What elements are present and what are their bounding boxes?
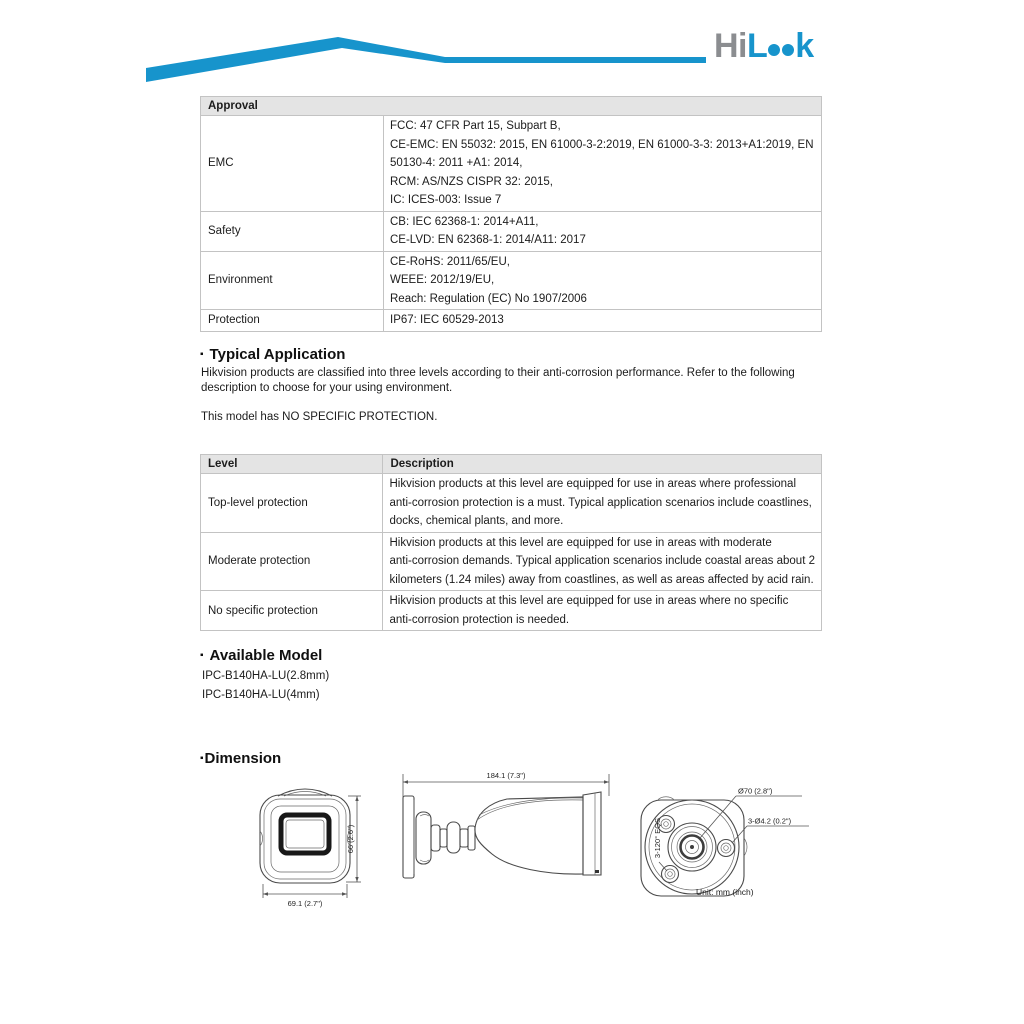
available-model-heading [200, 647, 322, 664]
row-label: Protection [201, 310, 384, 332]
logo-text-k: k [795, 27, 814, 65]
row-value [383, 591, 822, 631]
column-header-level: Level [201, 455, 383, 474]
model-item: IPC-B140HA-LU(2.8mm) [202, 670, 330, 682]
approval-table-title: Approval [201, 97, 822, 116]
row-value [384, 116, 822, 212]
cell-line: anti-corrosion demands. Typical application scenarios include coastal areas about 2 [389, 555, 815, 567]
cell-line: kilometers (1.24 miles) away from coastlines, as well as areas affected by acid rain. [389, 573, 814, 586]
cell-line: Hikvision products at this level are equipped for use in areas where professional [389, 478, 797, 490]
cell-line: docks, chemical plants, and more. [389, 515, 564, 527]
approval-header-row [201, 97, 822, 116]
model-list [202, 667, 329, 704]
row-value [384, 310, 822, 332]
screw-hole [718, 840, 735, 857]
logo-eye-icon [768, 44, 780, 56]
intro-line: description to choose for your using environment. [201, 382, 453, 394]
table-row-moderate [201, 532, 822, 591]
protection-note: This model has NO SPECIFIC PROTECTION. [201, 411, 438, 423]
front-view-drawing [248, 780, 363, 910]
unit-note: Unit: mm (inch) [696, 887, 754, 897]
cell-line: CE-LVD: EN 62368-1: 2014/A11: 2017 [390, 234, 586, 246]
table-row-top-level [201, 474, 822, 533]
cell-line: IP67: IEC 60529-2013 [390, 314, 504, 326]
model-item: IPC-B140HA-LU(4mm) [202, 688, 320, 701]
cell-line: Hikvision products at this level are equipped for use in areas where no specific [389, 595, 789, 607]
row-value [384, 251, 822, 310]
bullet-icon: ▪ [200, 349, 204, 360]
level-table [200, 454, 822, 631]
level-header-row [201, 455, 822, 474]
table-row-safety [201, 211, 822, 251]
rear-view-drawing [626, 776, 812, 902]
hilook-logo [714, 26, 814, 66]
logo-text-hi: Hi [714, 27, 747, 65]
rear-holes-label: 3-Ø4.2 (0.2") [748, 816, 792, 826]
logo-eye-icon [782, 44, 794, 56]
row-value [383, 532, 822, 591]
rear-spacing-label: 3-120° EQS [653, 817, 662, 859]
cell-line: anti-corrosion protection is needed. [389, 613, 570, 626]
cell-line: IC: ICES-003: Issue 7 [390, 194, 502, 206]
table-row-protection [201, 310, 822, 332]
bullet-icon: ▪ [200, 753, 204, 764]
table-row-environment [201, 251, 822, 310]
cell-line: Reach: Regulation (EC) No 1907/2006 [390, 292, 587, 305]
logo-text-l: L [747, 27, 768, 65]
cell-line: CE-EMC: EN 55032: 2015, EN 61000-3-2:2019, EN 61000-3-3: 2013+A1:2019, EN [390, 138, 814, 151]
table-row-emc [201, 116, 822, 212]
heading-text: Available Model [209, 647, 323, 664]
row-value [384, 211, 822, 251]
front-height-label: 66 (2.6") [346, 824, 355, 854]
dimension-heading [200, 750, 281, 767]
cell-line: Hikvision products at this level are equipped for use in areas with moderate [389, 536, 772, 549]
cell-line: CB: IEC 62368-1: 2014+A11, [390, 215, 539, 228]
row-label: Top-level protection [201, 474, 383, 533]
typical-application-intro [201, 366, 795, 396]
row-label: EMC [201, 116, 384, 212]
cell-line: RCM: AS/NZS CISPR 32: 2015, [390, 175, 553, 188]
side-view-drawing [396, 768, 618, 886]
row-label: No specific protection [201, 591, 383, 631]
bullet-icon: ▪ [200, 650, 204, 661]
cell-line: FCC: 47 CFR Part 15, Subpart B, [390, 120, 561, 132]
approval-table [200, 96, 822, 332]
cell-line: 50130-4: 2011 +A1: 2014, [390, 157, 523, 169]
row-label: Environment [201, 251, 384, 310]
heading-text: Typical Application [209, 346, 346, 363]
row-label: Safety [201, 211, 384, 251]
typical-application-heading [200, 346, 345, 363]
cell-line: WEEE: 2012/19/EU, [390, 274, 495, 286]
side-length-label: 184.1 (7.3") [486, 771, 526, 780]
table-row-no-specific [201, 591, 822, 631]
front-width-label: 69.1 (2.7") [287, 899, 323, 908]
cell-line: anti-corrosion protection is a must. Typical application scenarios include coastlines, [389, 496, 812, 509]
rear-diameter-label: Ø70 (2.8") [738, 786, 773, 796]
cell-line: CE-RoHS: 2011/65/EU, [390, 255, 510, 268]
intro-line: Hikvision products are classified into three levels according to their anti-corrosion performance. Refer to the following [201, 367, 795, 379]
column-header-description: Description [383, 455, 822, 474]
row-value [383, 474, 822, 533]
brand-swoosh-graphic [146, 32, 706, 86]
row-label: Moderate protection [201, 532, 383, 591]
heading-text: Dimension [204, 750, 282, 767]
